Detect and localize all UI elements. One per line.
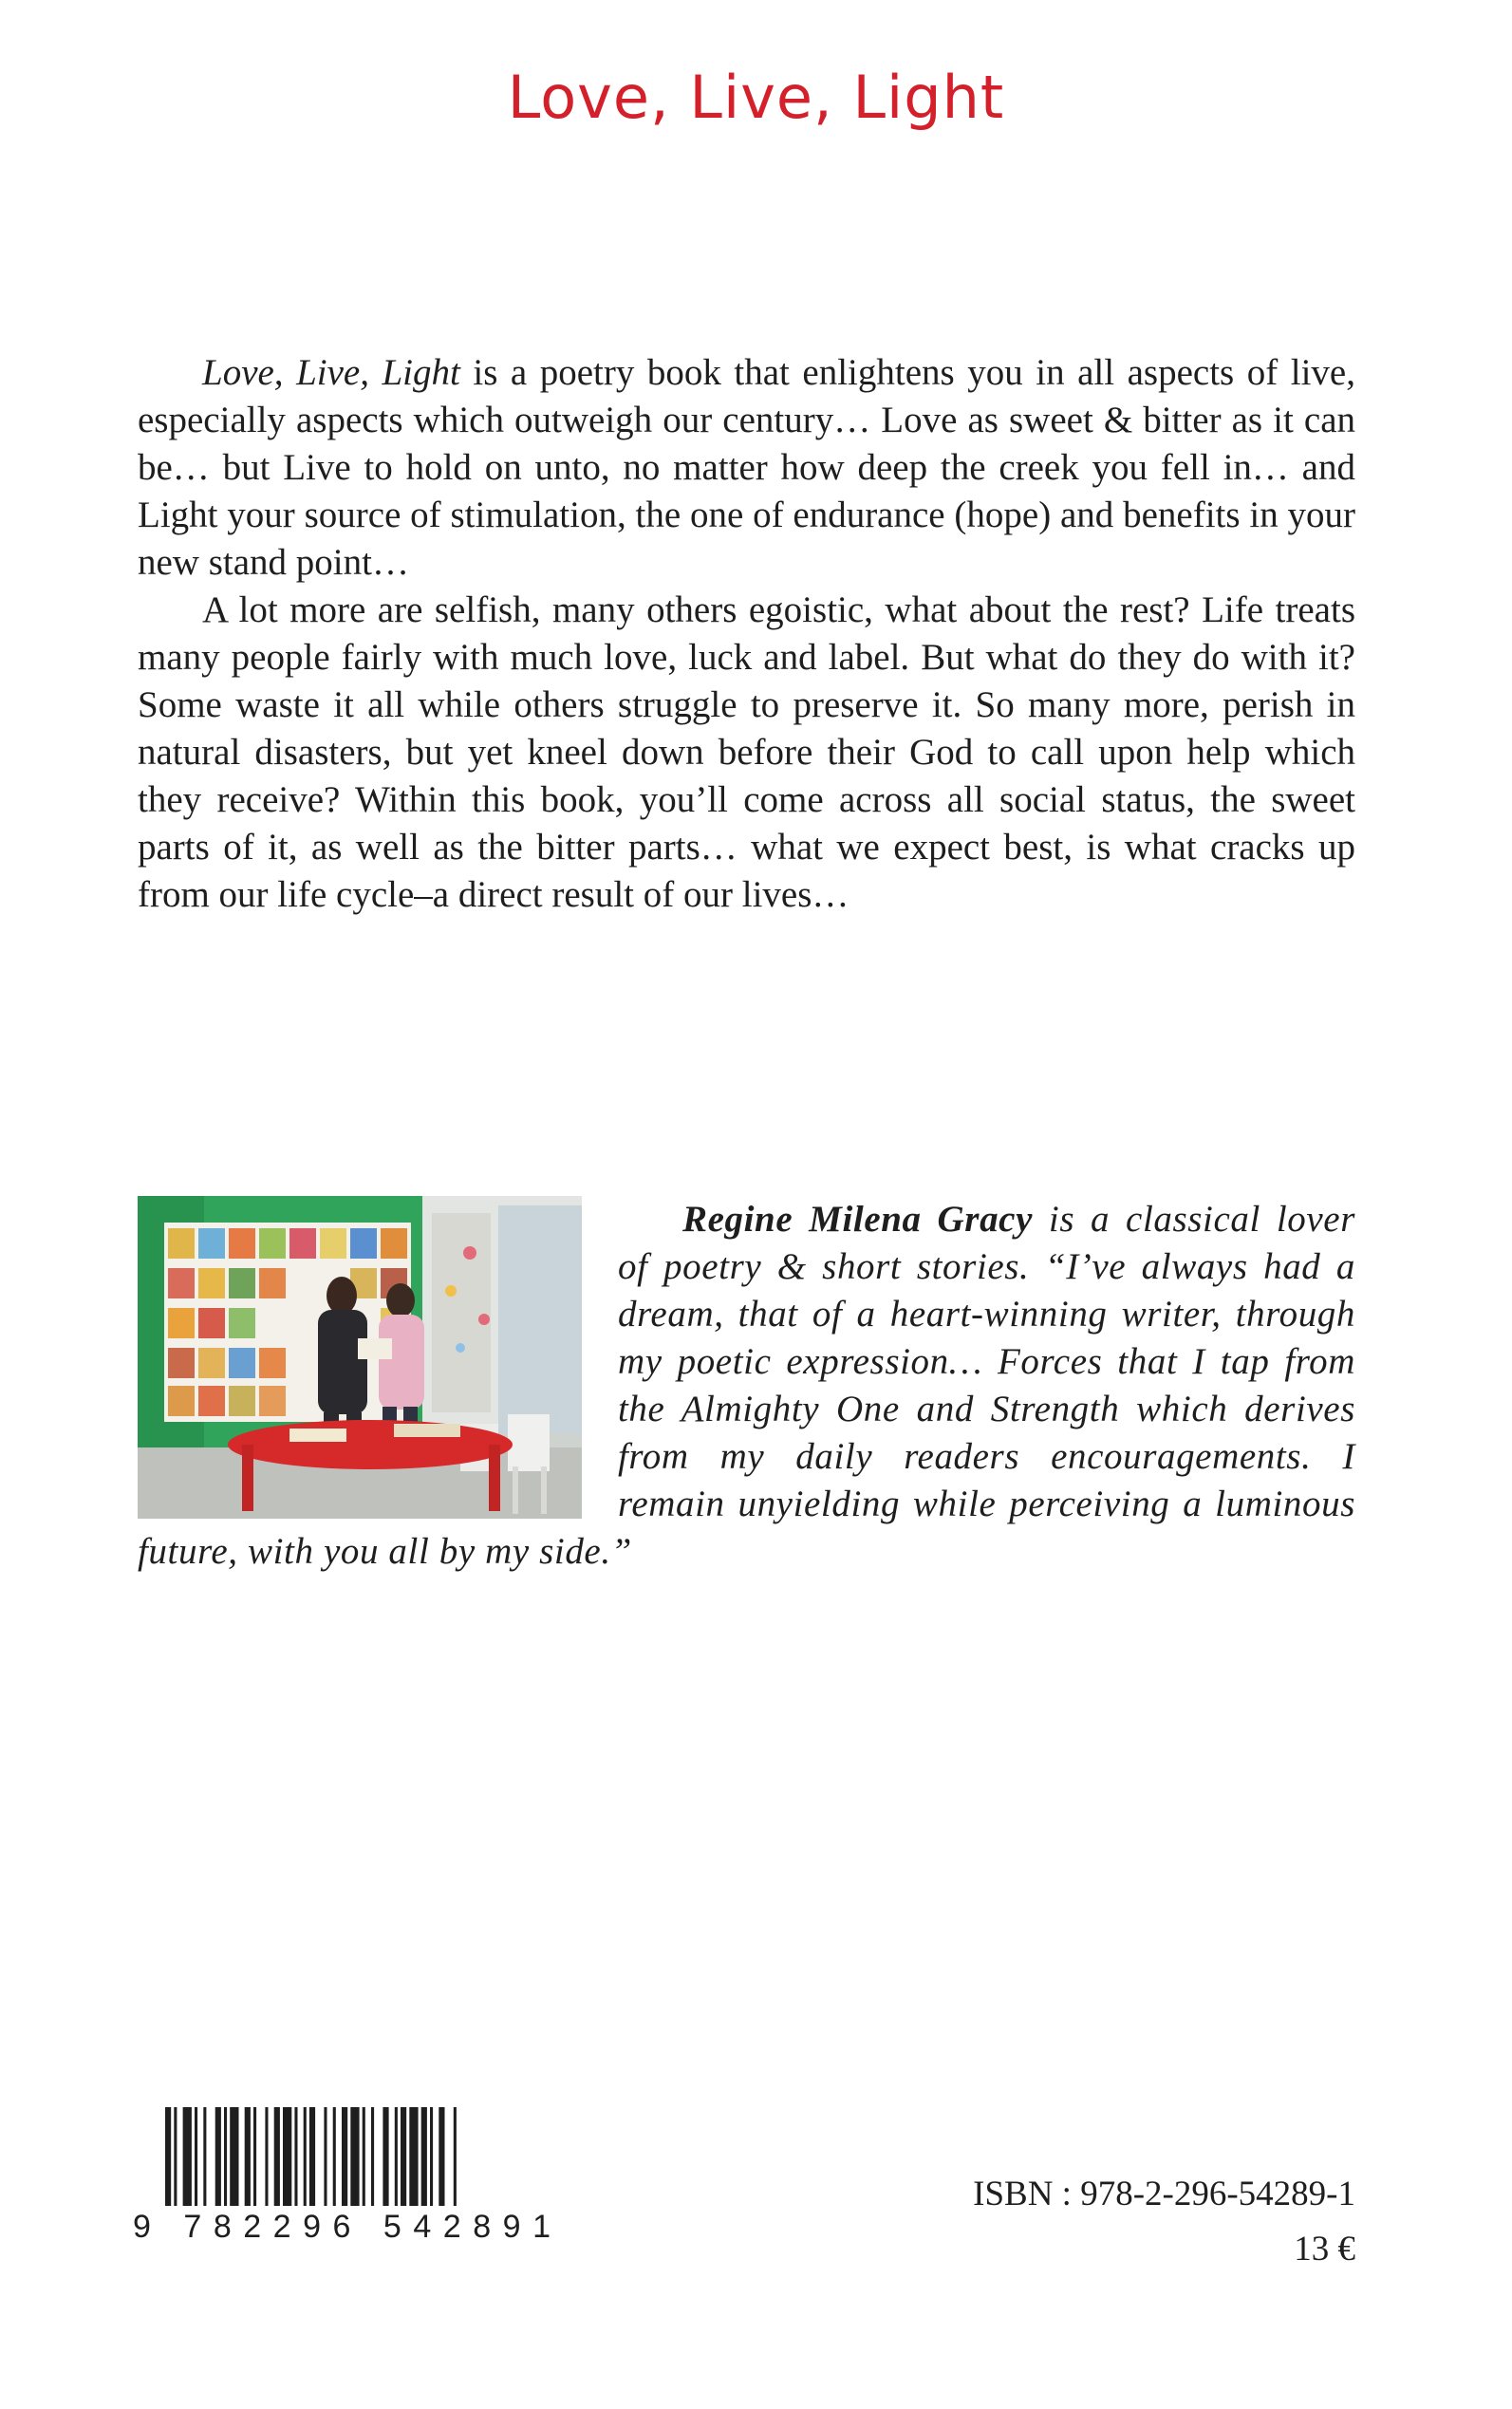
barcode-bar (309, 2107, 315, 2206)
barcode-bar (395, 2107, 398, 2206)
barcode-bar (421, 2107, 427, 2206)
barcode-bar (324, 2107, 327, 2206)
barcode-digits: 9 782296 542891 (133, 2209, 551, 2240)
author-bio-block (138, 1196, 1355, 1576)
barcode-bar (294, 2107, 297, 2206)
price: 13 € (1294, 2230, 1355, 2269)
barcode-bars (165, 2107, 457, 2206)
barcode-bar (454, 2107, 457, 2206)
barcode-bar (165, 2107, 171, 2206)
barcode-bar (174, 2107, 177, 2206)
barcode-bar (265, 2107, 268, 2206)
barcode-bar (371, 2107, 374, 2206)
barcode (133, 2107, 560, 2240)
barcode-bar (333, 2107, 336, 2206)
barcode-bar (409, 2107, 418, 2206)
barcode-bar (350, 2107, 359, 2206)
barcode-bar (439, 2107, 444, 2206)
barcode-bar (230, 2107, 238, 2206)
barcode-bar (183, 2107, 192, 2206)
barcode-bar (401, 2107, 406, 2206)
barcode-bar (274, 2107, 280, 2206)
barcode-bar (283, 2107, 291, 2206)
barcode-bar (383, 2107, 388, 2206)
barcode-bar (253, 2107, 256, 2206)
barcode-bar (363, 2107, 365, 2206)
description-title-italic: Love, Live, Light (202, 352, 460, 393)
barcode-bar (215, 2107, 221, 2206)
description-paragraph: A lot more are selfish, many others egoistic, what about the rest? Life treats many people fairly with much love, luck and label. But what do they do with it? Some waste it all while others struggle to preserve it. So many more, perish in natural disasters, but yet kneel down before their God to call upon help which they receive? Within this book, you’ll come across all social status, the sweet parts of it, as well as the bitter parts… what we expect best, is what cracks up from our life cycle–a direct result of our lives… (138, 589, 1355, 915)
barcode-bar (430, 2107, 433, 2206)
barcode-bar (203, 2107, 206, 2206)
author-bio-text: is a classical lover of poetry & short stories. “I’ve always had a dream, that of a heart-winning writer, through my poetic expression… Forces that I tap from the Almighty One and Strength which derives from my daily readers encouragements. I remain unyielding while perceiving a luminous future, with you all by my side.” (138, 1199, 1355, 1572)
barcode-bar (224, 2107, 227, 2206)
barcode-bar (342, 2107, 347, 2206)
barcode-bar (245, 2107, 251, 2206)
barcode-bar (304, 2107, 307, 2206)
book-title: Love, Live, Light (507, 63, 1005, 132)
author-name: Regine Milena Gracy (682, 1199, 1033, 1240)
description-paragraph-text: is a poetry book that enlightens you in all aspects of live, especially aspects which outweigh our century… Love as sweet & bitter as it can be… but Live to hold on unto, no matter how deep the creek you fell in… and Light your source of stimulation, the one of endurance (hope) and benefits in your new stand point… (138, 352, 1355, 583)
description-paragraph (138, 349, 1355, 587)
isbn: ISBN : 978-2-296-54289-1 (973, 2175, 1355, 2213)
barcode-bar (195, 2107, 197, 2206)
author-photo (138, 1196, 582, 1519)
book-description (138, 349, 1355, 919)
